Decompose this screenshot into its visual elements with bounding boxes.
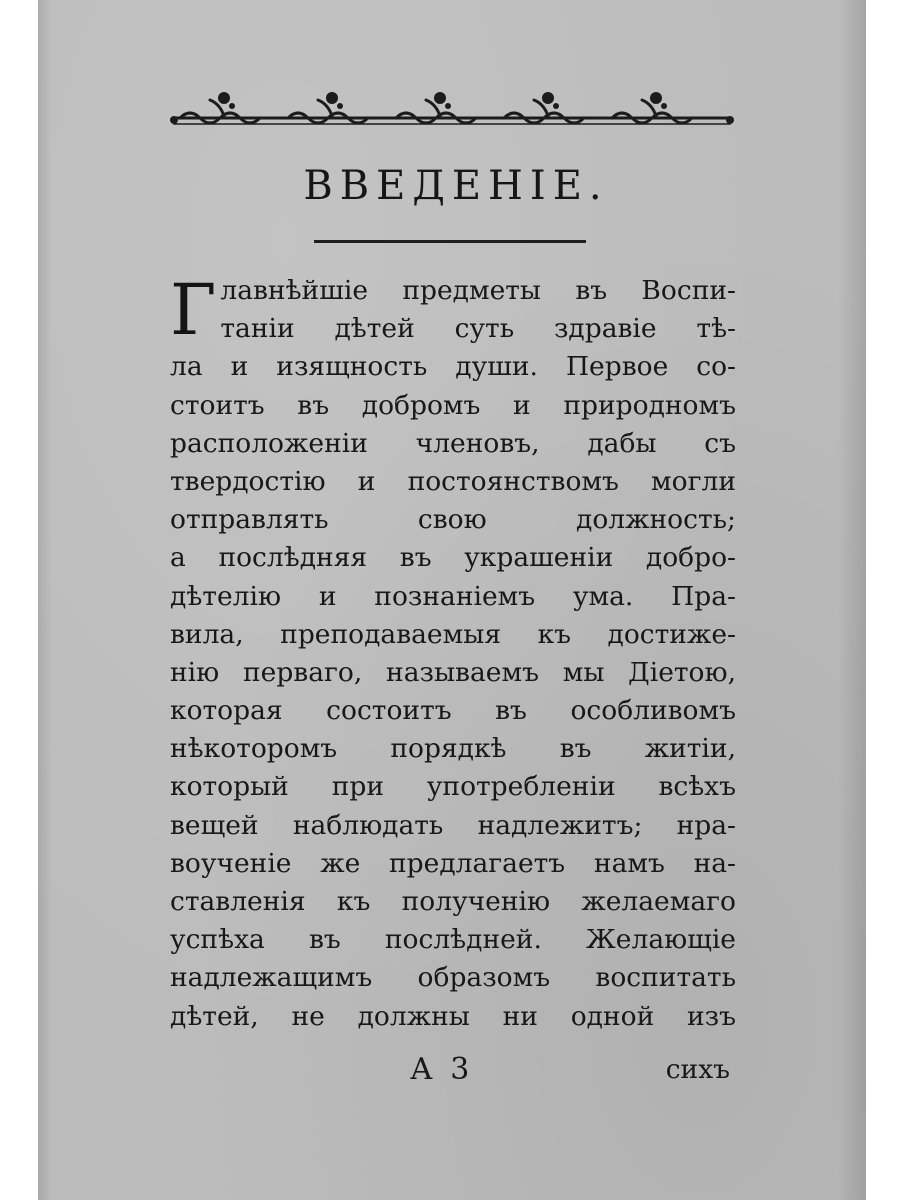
text-line: таніи дѣтей суть здравіе тѣ- bbox=[220, 313, 736, 345]
text-line: ла и изящность души. Первое со- bbox=[170, 351, 736, 383]
text-line: вила, преподаваемыя къ достиже- bbox=[170, 618, 736, 650]
decorative-ornament-border bbox=[170, 86, 734, 132]
text-line: стоитъ въ добромъ и природномъ bbox=[170, 389, 736, 421]
drop-cap: Г bbox=[170, 269, 217, 351]
text-line: расположеніи членовъ, дабы съ bbox=[170, 427, 736, 459]
page-footer bbox=[170, 1050, 736, 1090]
text-line: дѣтелію и познаніемъ ума. Пра- bbox=[170, 580, 736, 612]
text-line: вещей наблюдать надлежитъ; нра- bbox=[170, 809, 736, 841]
text-body bbox=[170, 269, 736, 1036]
text-line: отправлять свою должность; bbox=[170, 504, 736, 536]
text-line: надлежащимъ образомъ воспитать bbox=[170, 962, 736, 994]
text-line: который при употребленіи всѣхъ bbox=[170, 771, 736, 803]
text-line: дѣтей, не должны ни одной изъ bbox=[170, 1000, 736, 1032]
catchword: сихъ bbox=[665, 1054, 730, 1085]
signature-mark: А 3 bbox=[410, 1052, 474, 1087]
text-line: нѣкоторомъ порядкѣ въ житіи, bbox=[170, 733, 736, 765]
text-line: нію перваго, называемъ мы Діетою, bbox=[170, 656, 736, 688]
title-rule bbox=[314, 240, 586, 243]
text-line: лавнѣйшіе предметы въ Воспи- bbox=[220, 275, 736, 306]
text-line: а послѣдняя въ украшеніи добро- bbox=[170, 542, 736, 574]
text-line: которая состоитъ въ особливомъ bbox=[170, 695, 736, 727]
text-line: твердостію и постоянствомъ могли bbox=[170, 465, 736, 497]
text-line: воученіе же предлагаетъ намъ на- bbox=[170, 847, 736, 879]
paper-sheet bbox=[38, 0, 866, 1200]
text-line: ставленія къ полученію желаемаго bbox=[170, 886, 736, 917]
text-line: успѣха въ послѣдней. Желающіе bbox=[170, 924, 736, 956]
chapter-title: ВВЕДЕНІЕ. bbox=[303, 163, 609, 209]
